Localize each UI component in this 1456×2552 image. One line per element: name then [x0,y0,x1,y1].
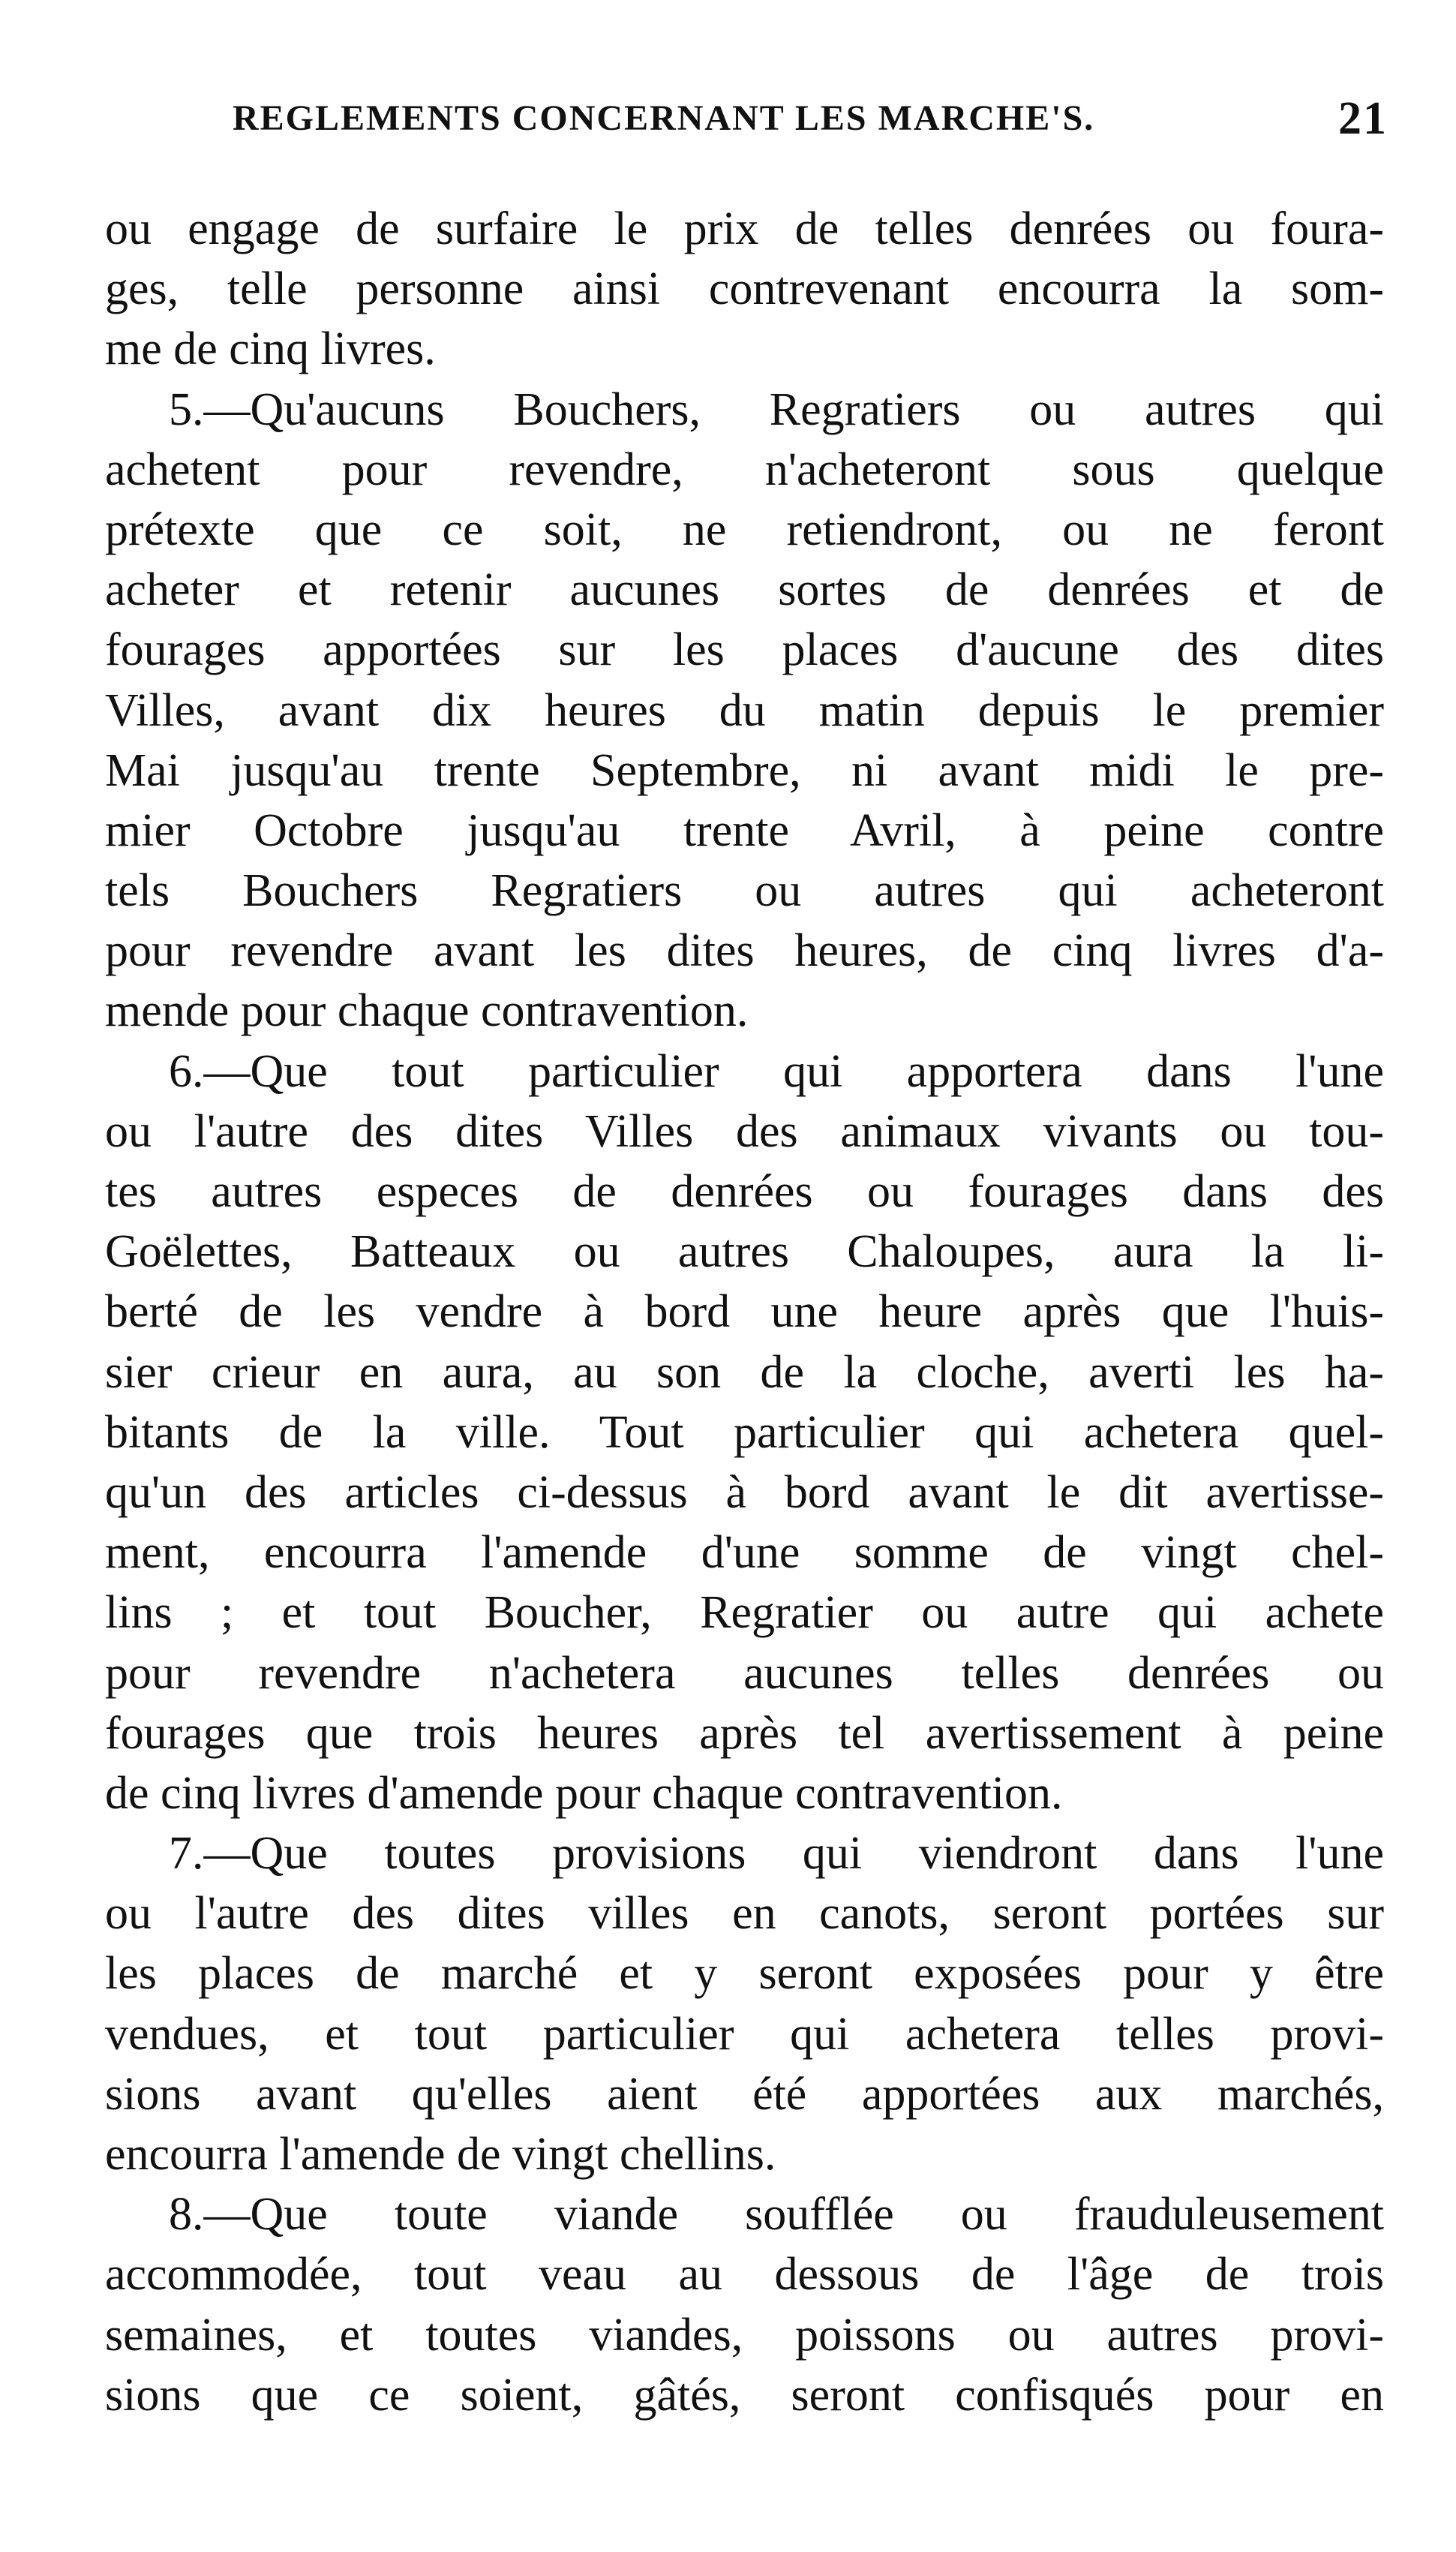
text-line: lins ; et tout Boucher, Regratier ou autre qui achete [105,1587,1384,1639]
text-line: ou l'autre des dites Villes des animaux vivants ou tou- [105,1105,1384,1157]
text-line: les places de marché et y seront exposées pour y être [105,1948,1384,2000]
text-line: fourages apportées sur les places d'aucune des dites [105,624,1384,676]
text-line: fourages que trois heures après tel avertissement à peine [105,1707,1384,1759]
text-line: Villes, avant dix heures du matin depuis le premier [105,684,1384,736]
text-line: pour revendre n'achetera aucunes telles denrées ou [105,1647,1384,1699]
text-line: semaines, et toutes viandes, poissons ou autres provi- [105,2309,1384,2361]
paragraph-start-line: 8.—Que toute viande soufflée ou frauduleusement [169,2189,1384,2241]
text-line: sions que ce soient, gâtés, seront confisqués pour en [105,2369,1384,2421]
text-line: sier crieur en aura, au son de la cloche, averti les ha- [105,1346,1384,1398]
text-line: de cinq livres d'amende pour chaque contravention. [105,1767,1063,1819]
text-line: ges, telle personne ainsi contrevenant encourra la som- [105,263,1384,315]
text-line: bitants de la ville. Tout particulier qui achetera quel- [105,1406,1384,1458]
text-line: tes autres especes de denrées ou fourages dans des [105,1166,1384,1217]
text-line: sions avant qu'elles aient été apportées aux marchés, [105,2068,1384,2120]
paragraph-start-line: 7.—Que toutes provisions qui viendront dans l'une [169,1828,1384,1880]
paragraph-start-line: 5.—Qu'aucuns Bouchers, Regratiers ou autres qui [169,383,1384,435]
page-number: 21 [1338,93,1388,144]
text-line: accommodée, tout veau au dessous de l'âge de trois [105,2249,1384,2301]
body-text [105,199,1384,2425]
text-line: qu'un des articles ci-dessus à bord avant le dit avertisse- [105,1466,1384,1518]
text-line: achetent pour revendre, n'acheteront sous quelque [105,443,1384,495]
text-line: vendues, et tout particulier qui achetera telles provi- [105,2008,1384,2060]
running-head [233,89,1388,149]
running-title: REGLEMENTS CONCERNANT LES MARCHE'S. [233,98,1095,138]
text-line: pour revendre avant les dites heures, de cinq livres d'a- [105,925,1384,977]
text-line: prétexte que ce soit, ne retiendront, ou ne feront [105,503,1384,555]
text-line: ou engage de surfaire le prix de telles denrées ou foura- [105,203,1384,254]
text-line: mende pour chaque contravention. [105,985,749,1037]
text-line: ment, encourra l'amende d'une somme de vingt chel- [105,1527,1384,1579]
text-line: Goëlettes, Batteaux ou autres Chaloupes, aura la li- [105,1226,1384,1278]
text-line: me de cinq livres. [105,323,436,375]
text-line: mier Octobre jusqu'au trente Avril, à peine contre [105,804,1384,856]
paragraph-start-line: 6.—Que tout particulier qui apportera dans l'une [169,1045,1384,1097]
text-line: ou l'autre des dites villes en canots, seront portées sur [105,1888,1384,1940]
text-line: acheter et retenir aucunes sortes de denrées et de [105,564,1384,616]
text-line: encourra l'amende de vingt chellins. [105,2129,776,2180]
text-line: Mai jusqu'au trente Septembre, ni avant midi le pre- [105,744,1384,796]
text-line: tels Bouchers Regratiers ou autres qui acheteront [105,865,1384,917]
text-line: berté de les vendre à bord une heure après que l'huis- [105,1286,1384,1338]
